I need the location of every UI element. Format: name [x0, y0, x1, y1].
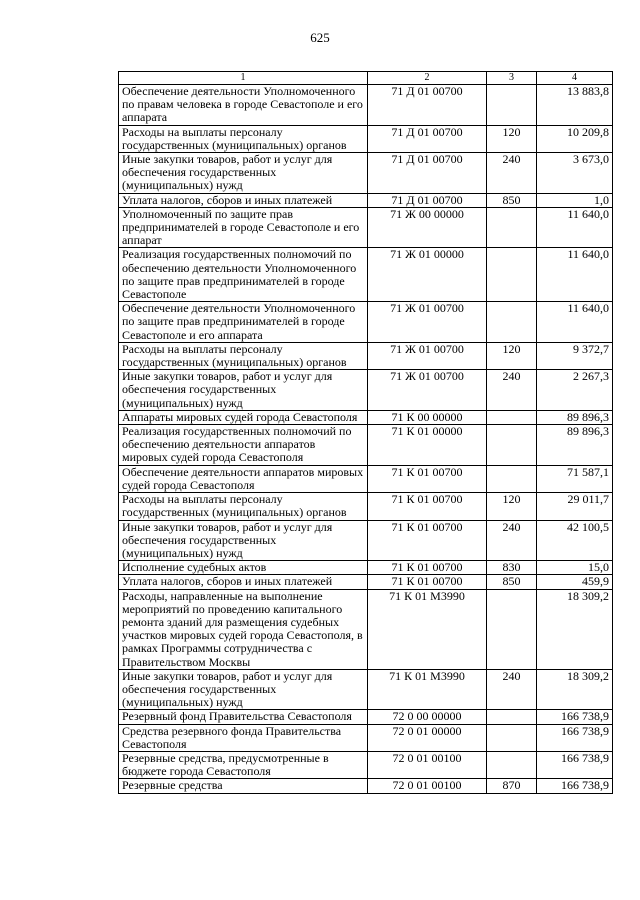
- row-code-cell: 71 Ж 01 00700: [368, 370, 487, 411]
- row-name-cell: Обеспечение деятельности Уполномоченного по защите прав предпринимателей в городе Севастополе и его аппарата: [119, 302, 368, 343]
- row-name-cell: Иные закупки товаров, работ и услуг для обеспечения государственных (муниципальных) нужд: [119, 153, 368, 194]
- row-name-cell: Средства резервного фонда Правительства Севастополя: [119, 724, 368, 751]
- row-sum-cell: 2 267,3: [537, 370, 613, 411]
- table-row: [119, 85, 613, 126]
- table-body: [119, 85, 613, 794]
- row-name-cell: Обеспечение деятельности Уполномоченного по правам человека в городе Севастополе и его аппарата: [119, 85, 368, 126]
- table-row: [119, 410, 613, 424]
- row-sum-cell: 1,0: [537, 193, 613, 207]
- row-name-cell: Уполномоченный по защите прав предпринимателей в городе Севастополе и его аппарат: [119, 207, 368, 248]
- row-name-cell: Реализация государственных полномочий по обеспечению деятельности Уполномоченного по защите прав предпринимателей в городе Севастополе: [119, 248, 368, 302]
- row-type-cell: 120: [487, 342, 537, 369]
- row-name-cell: Реализация государственных полномочий по обеспечению деятельности аппаратов мировых судей города Севастополя: [119, 425, 368, 466]
- row-type-cell: [487, 465, 537, 492]
- table-row: [119, 207, 613, 248]
- table-row: [119, 302, 613, 343]
- row-name-cell: Обеспечение деятельности аппаратов мировых судей города Севастополя: [119, 465, 368, 492]
- row-sum-cell: 166 738,9: [537, 710, 613, 724]
- table-row: [119, 342, 613, 369]
- row-type-cell: 240: [487, 520, 537, 561]
- row-code-cell: 71 К 01 00700: [368, 520, 487, 561]
- row-name-cell: Резервные средства, предусмотренные в бюджете города Севастополя: [119, 751, 368, 778]
- row-type-cell: [487, 248, 537, 302]
- row-name-cell: Аппараты мировых судей города Севастополя: [119, 410, 368, 424]
- row-code-cell: 71 К 01 00700: [368, 493, 487, 520]
- row-sum-cell: 15,0: [537, 561, 613, 575]
- table-row: [119, 669, 613, 710]
- row-sum-cell: 11 640,0: [537, 302, 613, 343]
- row-type-cell: 870: [487, 779, 537, 793]
- row-type-cell: 850: [487, 193, 537, 207]
- table-row: [119, 125, 613, 152]
- row-code-cell: 71 Ж 01 00000: [368, 248, 487, 302]
- table-row: [119, 520, 613, 561]
- row-code-cell: 71 К 01 00000: [368, 425, 487, 466]
- table-row: [119, 493, 613, 520]
- row-type-cell: 240: [487, 370, 537, 411]
- row-sum-cell: 18 309,2: [537, 669, 613, 710]
- row-sum-cell: 42 100,5: [537, 520, 613, 561]
- row-type-cell: [487, 425, 537, 466]
- column-header: 2: [368, 72, 487, 85]
- row-code-cell: 71 К 01 00700: [368, 575, 487, 589]
- row-code-cell: 71 Д 01 00700: [368, 125, 487, 152]
- column-header: 3: [487, 72, 537, 85]
- row-name-cell: Иные закупки товаров, работ и услуг для обеспечения государственных (муниципальных) нужд: [119, 370, 368, 411]
- row-name-cell: Иные закупки товаров, работ и услуг для обеспечения государственных (муниципальных) нужд: [119, 669, 368, 710]
- row-code-cell: 72 0 01 00000: [368, 724, 487, 751]
- page-number: 625: [310, 30, 330, 45]
- row-name-cell: Расходы на выплаты персоналу государственных (муниципальных) органов: [119, 493, 368, 520]
- row-type-cell: 850: [487, 575, 537, 589]
- row-name-cell: Резервные средства: [119, 779, 368, 793]
- row-sum-cell: 11 640,0: [537, 248, 613, 302]
- row-code-cell: 72 0 00 00000: [368, 710, 487, 724]
- row-sum-cell: 18 309,2: [537, 589, 613, 669]
- table-header-row: [119, 72, 613, 85]
- row-sum-cell: 166 738,9: [537, 724, 613, 751]
- row-type-cell: [487, 751, 537, 778]
- row-sum-cell: 3 673,0: [537, 153, 613, 194]
- row-sum-cell: 166 738,9: [537, 779, 613, 793]
- row-type-cell: [487, 410, 537, 424]
- table-row: [119, 248, 613, 302]
- row-code-cell: 71 К 00 00000: [368, 410, 487, 424]
- row-sum-cell: 13 883,8: [537, 85, 613, 126]
- row-code-cell: 71 Ж 00 00000: [368, 207, 487, 248]
- row-name-cell: Расходы на выплаты персоналу государственных (муниципальных) органов: [119, 342, 368, 369]
- table-row: [119, 425, 613, 466]
- row-sum-cell: 89 896,3: [537, 410, 613, 424]
- row-type-cell: [487, 710, 537, 724]
- table-row: [119, 751, 613, 778]
- row-code-cell: 71 Ж 01 00700: [368, 342, 487, 369]
- row-name-cell: Исполнение судебных актов: [119, 561, 368, 575]
- budget-table: [118, 71, 613, 794]
- row-sum-cell: 459,9: [537, 575, 613, 589]
- row-type-cell: [487, 302, 537, 343]
- row-code-cell: 71 Ж 01 00700: [368, 302, 487, 343]
- table-row: [119, 710, 613, 724]
- table-row: [119, 589, 613, 669]
- row-name-cell: Резервный фонд Правительства Севастополя: [119, 710, 368, 724]
- row-code-cell: 71 К 01 М3990: [368, 589, 487, 669]
- row-code-cell: 71 Д 01 00700: [368, 193, 487, 207]
- row-name-cell: Расходы на выплаты персоналу государственных (муниципальных) органов: [119, 125, 368, 152]
- row-sum-cell: 29 011,7: [537, 493, 613, 520]
- row-name-cell: Расходы, направленные на выполнение мероприятий по проведению капитального ремонта зданий для размещения судебных участков мировых судей города Севастополя, в рамках Программы сотрудничества с Правительством Москвы: [119, 589, 368, 669]
- row-code-cell: 71 Д 01 00700: [368, 153, 487, 194]
- row-type-cell: 240: [487, 669, 537, 710]
- table-row: [119, 779, 613, 793]
- row-code-cell: 71 К 01 М3990: [368, 669, 487, 710]
- row-code-cell: 71 К 01 00700: [368, 561, 487, 575]
- row-type-cell: [487, 207, 537, 248]
- row-sum-cell: 9 372,7: [537, 342, 613, 369]
- row-code-cell: 71 К 01 00700: [368, 465, 487, 492]
- table-row: [119, 575, 613, 589]
- row-code-cell: 72 0 01 00100: [368, 779, 487, 793]
- row-type-cell: [487, 85, 537, 126]
- table-row: [119, 561, 613, 575]
- row-type-cell: [487, 589, 537, 669]
- row-type-cell: [487, 724, 537, 751]
- row-sum-cell: 89 896,3: [537, 425, 613, 466]
- row-name-cell: Иные закупки товаров, работ и услуг для обеспечения государственных (муниципальных) нужд: [119, 520, 368, 561]
- row-code-cell: 72 0 01 00100: [368, 751, 487, 778]
- row-name-cell: Уплата налогов, сборов и иных платежей: [119, 575, 368, 589]
- row-type-cell: 120: [487, 493, 537, 520]
- table-row: [119, 724, 613, 751]
- column-header: 4: [537, 72, 613, 85]
- row-code-cell: 71 Д 01 00700: [368, 85, 487, 126]
- table-row: [119, 465, 613, 492]
- table-row: [119, 153, 613, 194]
- row-type-cell: 120: [487, 125, 537, 152]
- row-name-cell: Уплата налогов, сборов и иных платежей: [119, 193, 368, 207]
- row-sum-cell: 71 587,1: [537, 465, 613, 492]
- table-row: [119, 370, 613, 411]
- row-sum-cell: 166 738,9: [537, 751, 613, 778]
- row-sum-cell: 11 640,0: [537, 207, 613, 248]
- row-sum-cell: 10 209,8: [537, 125, 613, 152]
- row-type-cell: 240: [487, 153, 537, 194]
- table-row: [119, 193, 613, 207]
- column-header: 1: [119, 72, 368, 85]
- row-type-cell: 830: [487, 561, 537, 575]
